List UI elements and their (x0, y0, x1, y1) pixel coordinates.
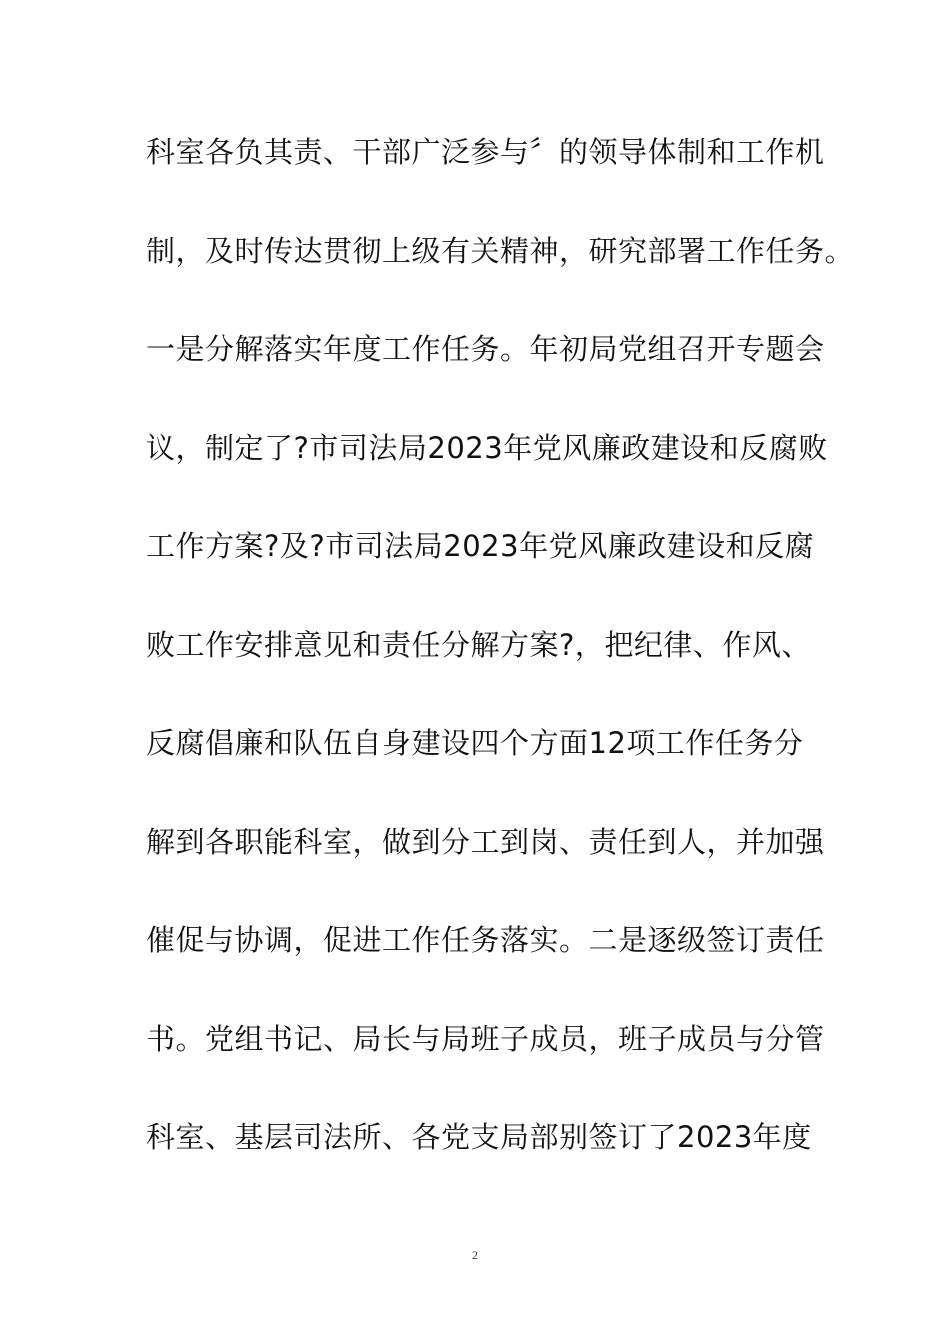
text-line-10: 书。党组书记、局长与局班子成员，班子成员与分管 (146, 1021, 825, 1056)
text-line-11: 科室、基层司法所、各党支局部别签订了2023年度 (146, 1120, 812, 1154)
text-line-1: 科室各负其责、干部广泛参与〞的领导体制和工作机 (146, 135, 825, 169)
page-number: 2 (472, 1248, 478, 1262)
text-line-9: 催促与协调，促进工作任务落实。二是逐级签订责任 (146, 923, 825, 957)
text-line-8: 解到各职能科室，做到分工到岗、责任到人，并加强 (146, 824, 825, 859)
text-line-2: 制，及时传达贯彻上级有关精神，研究部署工作任务。 (146, 233, 855, 268)
text-line-7: 反腐倡廉和队伍自身建设四个方面12项工作任务分 (146, 726, 804, 760)
text-line-5: 工作方案?及?市司法局2023年党风廉政建设和反腐 (146, 529, 815, 563)
text-line-6: 败工作安排意见和责任分解方案?，把纪律、作风、 (146, 627, 811, 662)
text-line-3: 一是分解落实年度工作任务。年初局党组召开专题会 (146, 332, 825, 366)
text-line-4: 议，制定了?市司法局2023年党风廉政建设和反腐败 (146, 430, 828, 465)
body-text (146, 128, 855, 1212)
